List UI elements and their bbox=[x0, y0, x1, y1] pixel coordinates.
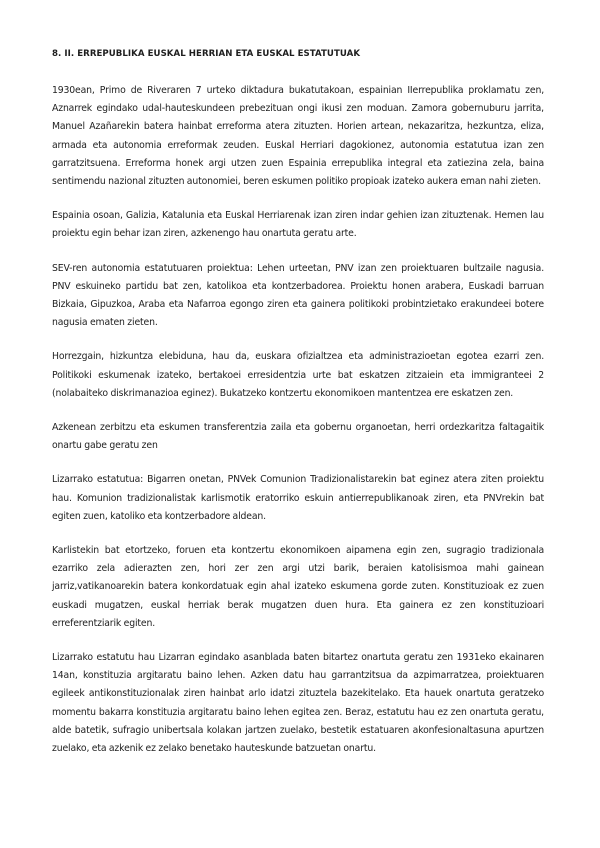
paragraph-sev-project: SEV-ren autonomia estatutuaren proiektua: Lehen urteetan, PNV izan zen proiektuaren bultzaile nagusia. PNV eskuineko partidu bat zen, katolikoa eta kontzerbadorea. Proiektu honen arabera, Euskadi barruan Bizkaia, Gipuzkoa, Araba eta Nafarroa egongo ziren eta gainera politikoki probintzietako erakundeei botere nagusia ematen zieten. bbox=[52, 262, 544, 329]
paragraph-sev-rejected: Azkenean zerbitzu eta eskumen transferentzia zaila eta gobernu organoetan, herri ordezkaritza faltagaitik onartu gabe geratu zen bbox=[52, 422, 544, 452]
paragraph-carlists: Karlistekin bat etortzeko, foruen eta kontzertu ekonomikoen aipamena egin zen, sugragio tradizionala ezarriko zela adierazten zen, hori zer zen argi utzi barik, beraien katolisismoa mahi gainean jarriz,vatikanoarekin batera konkordatuak egin ahal izateko eskumena gorde zuten. Konstituzioak ez zuen euskadi mugatzen, euskal herriak berak mugatzen duen hura. Eta gainera ez zen konstituzioari erreferentziarik egiten. bbox=[52, 545, 544, 629]
section-title: 8. II. ERREPUBLIKA EUSKAL HERRIAN ETA EUSKAL ESTATUTUAK bbox=[52, 49, 361, 59]
paragraph-bilingual: Horrezgain, hizkuntza elebiduna, hau da, euskara ofizialtzea eta administrazioetan egotea ezarri zen. Politikoki eskumenak izateko, bertakoei erresidentzia urte bat eskatzen zitzaiein eta immigranteei 2 (nolabaiteko diskrimanazioa eginez). Bukatzeko kontzertu ekonomikoen mantentzea ere eskatzen zen. bbox=[52, 351, 544, 399]
paragraph-lizarra-assembly: Lizarrako estatutu hau Lizarran egindako asanblada baten bitartez onartuta geratu zen 1931eko ekainaren 14an, konstituzia argitaratu baino lehen. Azken datu hau garrantzitsua da azpimarratzea, proiektuaren egileek antikonstituzionalak ziren hainbat arlo idatzi zituztela bazekitelako. Eta hauek onartuta geratzeko momentu bakarra konstituzia argitaratu baino lehen egitea zen. Beraz, estatutu hau ez zen onartuta geratu, alde batetik, sufragio unibertsala kolakan jartzen zuelako, bestetik estatuaren akonfesionaltasuna apurtzen zuelako, eta azkenik ez zelako benetako hauteskunde batzuetan onartu. bbox=[52, 652, 544, 755]
paragraph-lizarra-statute: Lizarrako estatutua: Bigarren onetan, PNVek Comunion Tradizionalistarekin bat eginez atera ziten proiektu hau. Komunion tradizionalistak karlismotik eratorriko eskuin antierrepublikanoak ziren, eta PNVrekin bat egiten zuen, katoliko eta kontzerbadore aldean. bbox=[52, 474, 544, 522]
document-page bbox=[52, 48, 544, 774]
paragraph-republic-intro: 1930ean, Primo de Riveraren 7 urteko diktadura bukatutakoan, espainian IIerrepublika proklamatu zen, Aznarrek egindako udal-hauteskundeen prebezituan ongi ikusi zen moduan. Zamora gobernuburu jarrita, Manuel Azañarekin batera hainbat erreforma atera zituzten. Horien artean, nekazaritza, hezkuntza, eliza, armada eta autonomia erreformak zeuden. Euskal Herriari dagokionez, autonomia estatutua izan zen garratzitsuena. Erreforma honek argi utzen zuen Espainia errepublika integral eta zatiezina zela, baina sentimendu nazional zituzten autonomiei, beren eskumen politiko propioak izateko aukera eman nahi zieten. bbox=[52, 85, 544, 188]
paragraph-four-projects: Espainia osoan, Galizia, Katalunia eta Euskal Herriarenak izan ziren indar gehien izan zituztenak. Hemen lau proiektu egin behar izan ziren, azkenengo hau onartuta geratu arte. bbox=[52, 210, 544, 240]
